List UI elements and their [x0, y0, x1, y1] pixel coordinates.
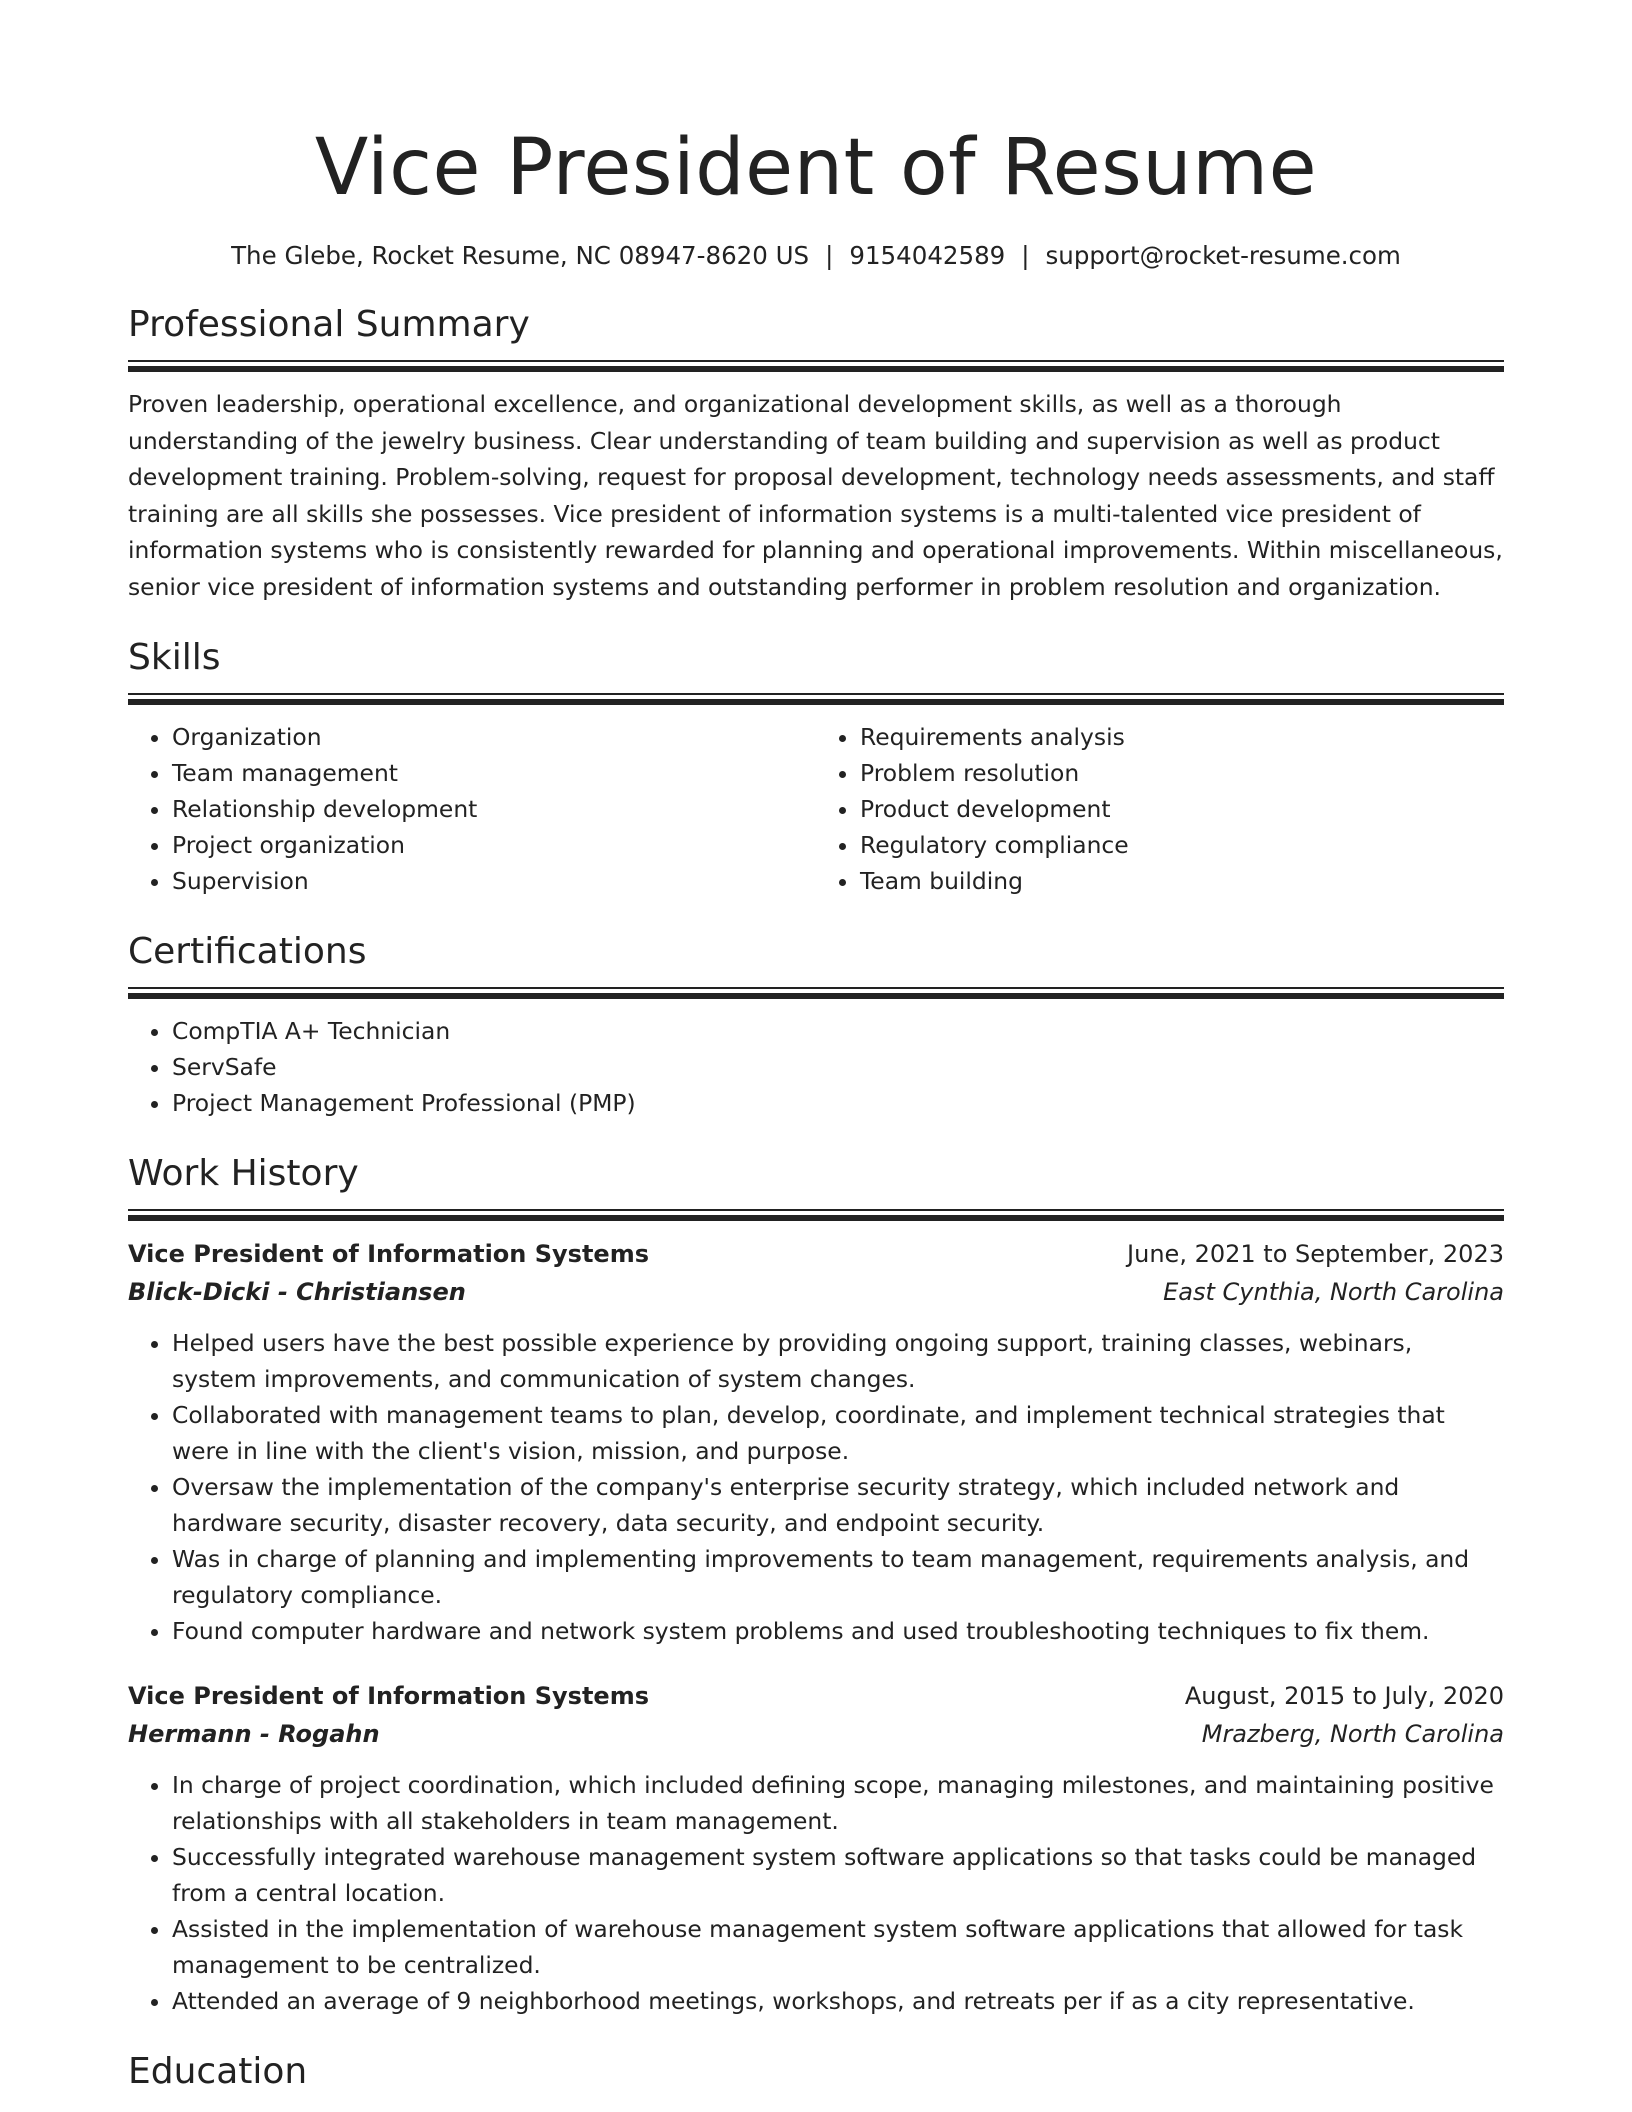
job-bullet: • Was in charge of planning and implementing improvements to team management, requirements analysis, and regulatory compliance.	[172, 1541, 1504, 1613]
job-bullets	[128, 1767, 1504, 2019]
certifications-section	[128, 929, 1504, 1121]
job-entry	[128, 1235, 1504, 1649]
job-bullet: • Helped users have the best possible experience by providing ongoing support, training classes, webinars, system improvements, and communication of system changes.	[172, 1325, 1504, 1397]
skills-list-left	[128, 719, 816, 899]
contact-email: support@rocket-resume.com	[1045, 241, 1401, 270]
education-section	[128, 2049, 1504, 2107]
job-entry	[128, 1677, 1504, 2019]
skills-list-right	[816, 719, 1504, 899]
job-location: East Cynthia, North Carolina	[1163, 1278, 1504, 1306]
skill-item: • Product development	[860, 791, 1504, 827]
job-bullet: • Found computer hardware and network system problems and used troubleshooting techniques to fix them.	[172, 1613, 1504, 1649]
job-company: Blick-Dicki - Christiansen	[128, 1278, 466, 1306]
job-bullet: • In charge of project coordination, which included defining scope, managing milestones, and maintaining positive relationships with all stakeholders in team management.	[172, 1767, 1504, 1839]
skill-item: • Relationship development	[172, 791, 816, 827]
section-title-certifications: Certifications	[128, 931, 367, 972]
skill-item: • Supervision	[172, 863, 816, 899]
job-header-row	[128, 1677, 1504, 1715]
summary-section	[128, 302, 1504, 605]
job-dates: June, 2021 to September, 2023	[1127, 1240, 1504, 1268]
section-title-work-history: Work History	[128, 1153, 359, 1194]
skill-item: • Regulatory compliance	[860, 827, 1504, 863]
summary-text: Proven leadership, operational excellence, and organizational development skills, as well as a thorough understanding of the jewelry business. Clear understanding of team building and supervision as well as product development training. Problem-solving, request for proposal development, technology needs assessments, and staff training are all skills she possesses. Vice president of information systems is a multi-talented vice president of information systems who is consistently rewarded for planning and operational improvements. Within miscellaneous, senior vice president of information systems and outstanding performer in problem resolution and organization.	[128, 390, 1503, 601]
skill-item: • Requirements analysis	[860, 719, 1504, 755]
job-bullet: • Oversaw the implementation of the company's enterprise security strategy, which included network and hardware security, disaster recovery, data security, and endpoint security.	[172, 1469, 1504, 1541]
section-divider	[128, 693, 1504, 705]
certification-item: • Project Management Professional (PMP)	[172, 1085, 1504, 1121]
job-company-row	[128, 1273, 1504, 1311]
section-title-skills: Skills	[128, 637, 221, 678]
skill-item: • Team management	[172, 755, 816, 791]
skill-item: • Team building	[860, 863, 1504, 899]
section-title-education: Education	[128, 2051, 308, 2092]
skill-item: • Problem resolution	[860, 755, 1504, 791]
contact-separator: |	[1021, 241, 1030, 270]
job-header-row	[128, 1235, 1504, 1273]
job-bullet: • Successfully integrated warehouse management system software applications so that tasks could be managed from a central location.	[172, 1839, 1504, 1911]
skill-item: • Project organization	[172, 827, 816, 863]
contact-separator: |	[825, 241, 834, 270]
job-bullet: • Assisted in the implementation of warehouse management system software applications that allowed for task management to be centralized.	[172, 1911, 1504, 1983]
job-dates: August, 2015 to July, 2020	[1184, 1682, 1504, 1710]
skills-grid	[128, 719, 1504, 899]
resume-name: Vice President of Resume	[314, 123, 1318, 213]
work-history-section	[128, 1151, 1504, 2019]
job-title: Vice President of Information Systems	[128, 1240, 649, 1268]
certification-item: • ServSafe	[172, 1049, 1504, 1085]
certification-item: • CompTIA A+ Technician	[172, 1013, 1504, 1049]
section-divider	[128, 360, 1504, 372]
contact-phone: 9154042589	[849, 241, 1006, 270]
job-company-row	[128, 1715, 1504, 1753]
job-bullets	[128, 1325, 1504, 1649]
contact-address: The Glebe, Rocket Resume, NC 08947-8620 US	[231, 241, 810, 270]
job-location: Mrazberg, North Carolina	[1201, 1720, 1504, 1748]
contact-line	[128, 240, 1504, 272]
skill-item: • Organization	[172, 719, 816, 755]
skills-section	[128, 635, 1504, 899]
job-title: Vice President of Information Systems	[128, 1682, 649, 1710]
job-company: Hermann - Rogahn	[128, 1720, 380, 1748]
job-bullet: • Attended an average of 9 neighborhood meetings, workshops, and retreats per if as a city representative.	[172, 1983, 1504, 2019]
job-bullet: • Collaborated with management teams to plan, develop, coordinate, and implement technical strategies that were in line with the client's vision, mission, and purpose.	[172, 1397, 1504, 1469]
section-title-summary: Professional Summary	[128, 304, 530, 345]
section-divider	[128, 987, 1504, 999]
section-divider	[128, 1209, 1504, 1221]
certifications-list	[128, 1013, 1504, 1121]
